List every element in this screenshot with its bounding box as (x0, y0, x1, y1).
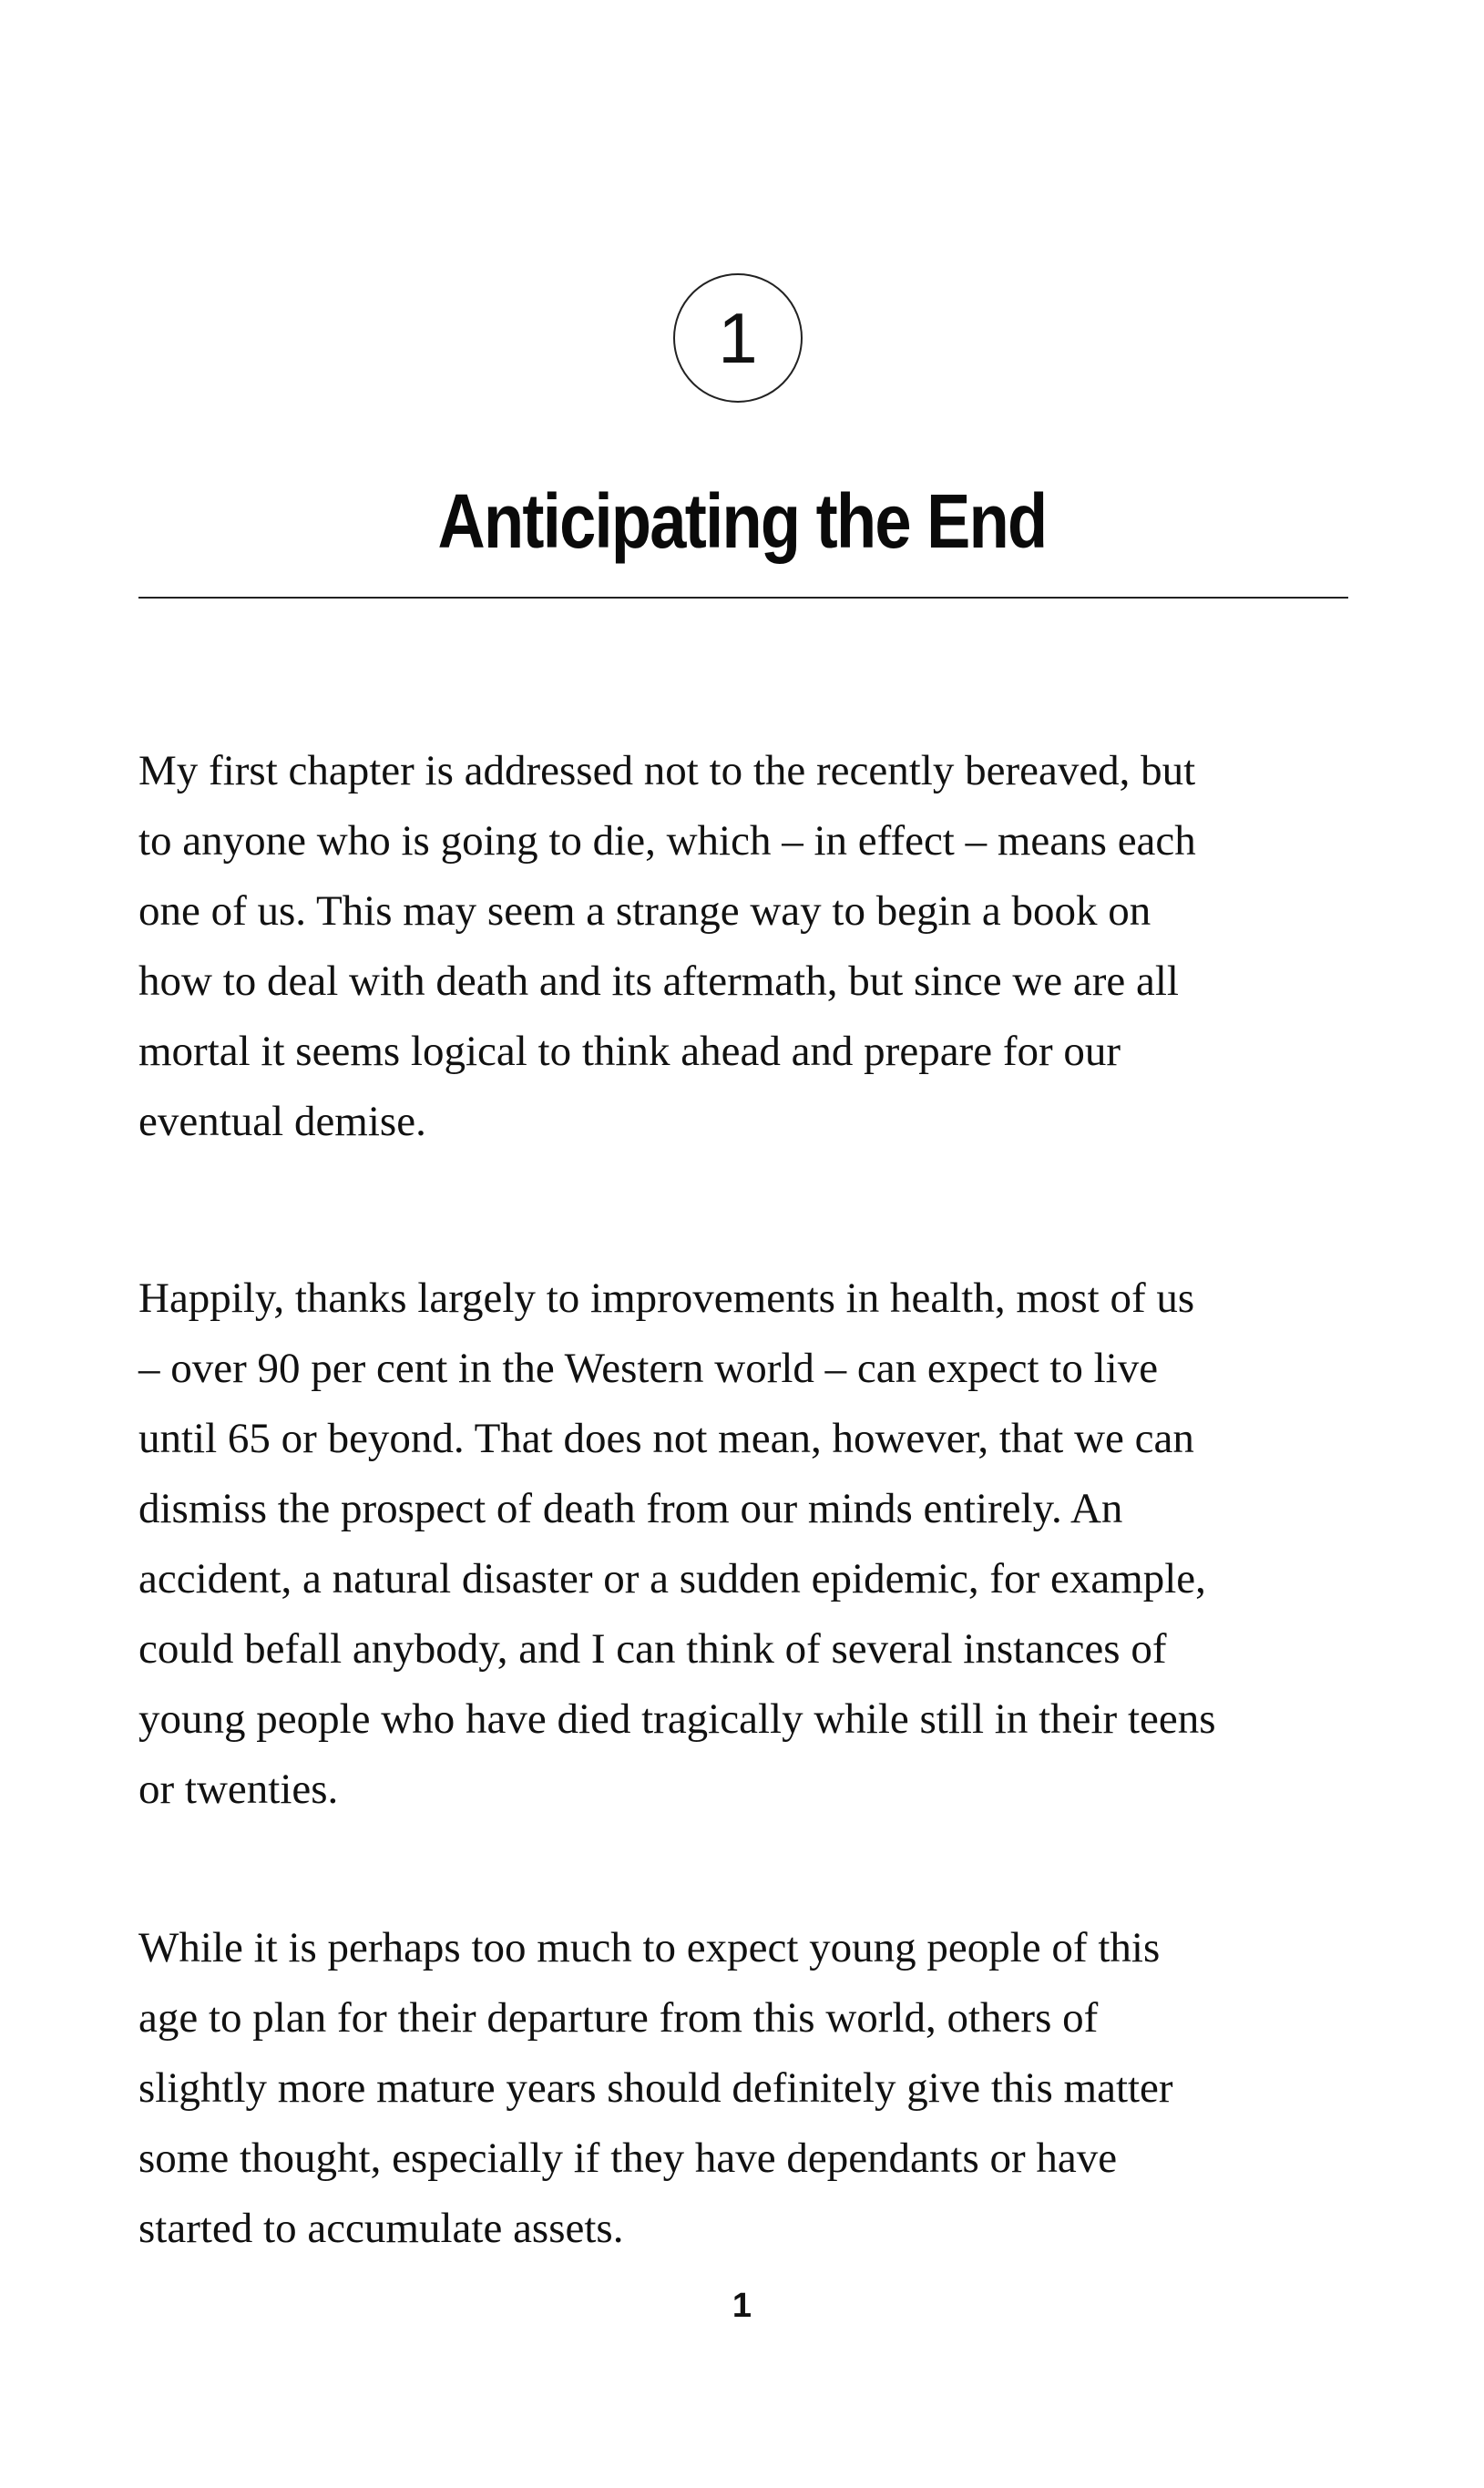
title-divider (138, 597, 1348, 599)
text-line: While it is perhaps too much to expect young people of this (138, 1924, 1161, 1971)
paragraph-2 (138, 1264, 1350, 1825)
text-line: My first chapter is addressed not to the recently bereaved, but (138, 747, 1196, 794)
text-line: until 65 or beyond. That does not mean, however, that we can (138, 1415, 1194, 1462)
paragraph-1 (138, 736, 1350, 1157)
text-line: – over 90 per cent in the Western world – can expect to live (138, 1345, 1159, 1392)
text-line: could befall anybody, and I can think of several instances of (138, 1625, 1167, 1673)
chapter-title: Anticipating the End (437, 478, 1047, 564)
text-line: to anyone who is going to die, which – in effect – means each (138, 817, 1196, 865)
text-line: Happily, thanks largely to improvements in health, most of us (138, 1275, 1195, 1322)
paragraph-3 (138, 1913, 1350, 2264)
text-line: mortal it seems logical to think ahead and prepare for our (138, 1028, 1121, 1075)
text-line: or twenties. (138, 1766, 339, 1813)
text-line: young people who have died tragically while still in their teens (138, 1695, 1216, 1743)
text-line: started to accumulate assets. (138, 2205, 624, 2252)
text-line: age to plan for their departure from this world, others of (138, 1994, 1099, 2042)
text-line: slightly more mature years should definitely give this matter (138, 2064, 1173, 2112)
text-line: dismiss the prospect of death from our minds entirely. An (138, 1485, 1123, 1532)
text-line: how to deal with death and its aftermath, but since we are all (138, 957, 1179, 1005)
text-line: accident, a natural disaster or a sudden epidemic, for example, (138, 1555, 1206, 1602)
text-line: one of us. This may seem a strange way to begin a book on (138, 887, 1151, 935)
chapter-number-badge (673, 273, 803, 403)
chapter-number: 1 (718, 298, 758, 378)
text-line: eventual demise. (138, 1098, 426, 1145)
page-number: 1 (732, 2287, 752, 2325)
text-line: some thought, especially if they have dependants or have (138, 2135, 1118, 2182)
